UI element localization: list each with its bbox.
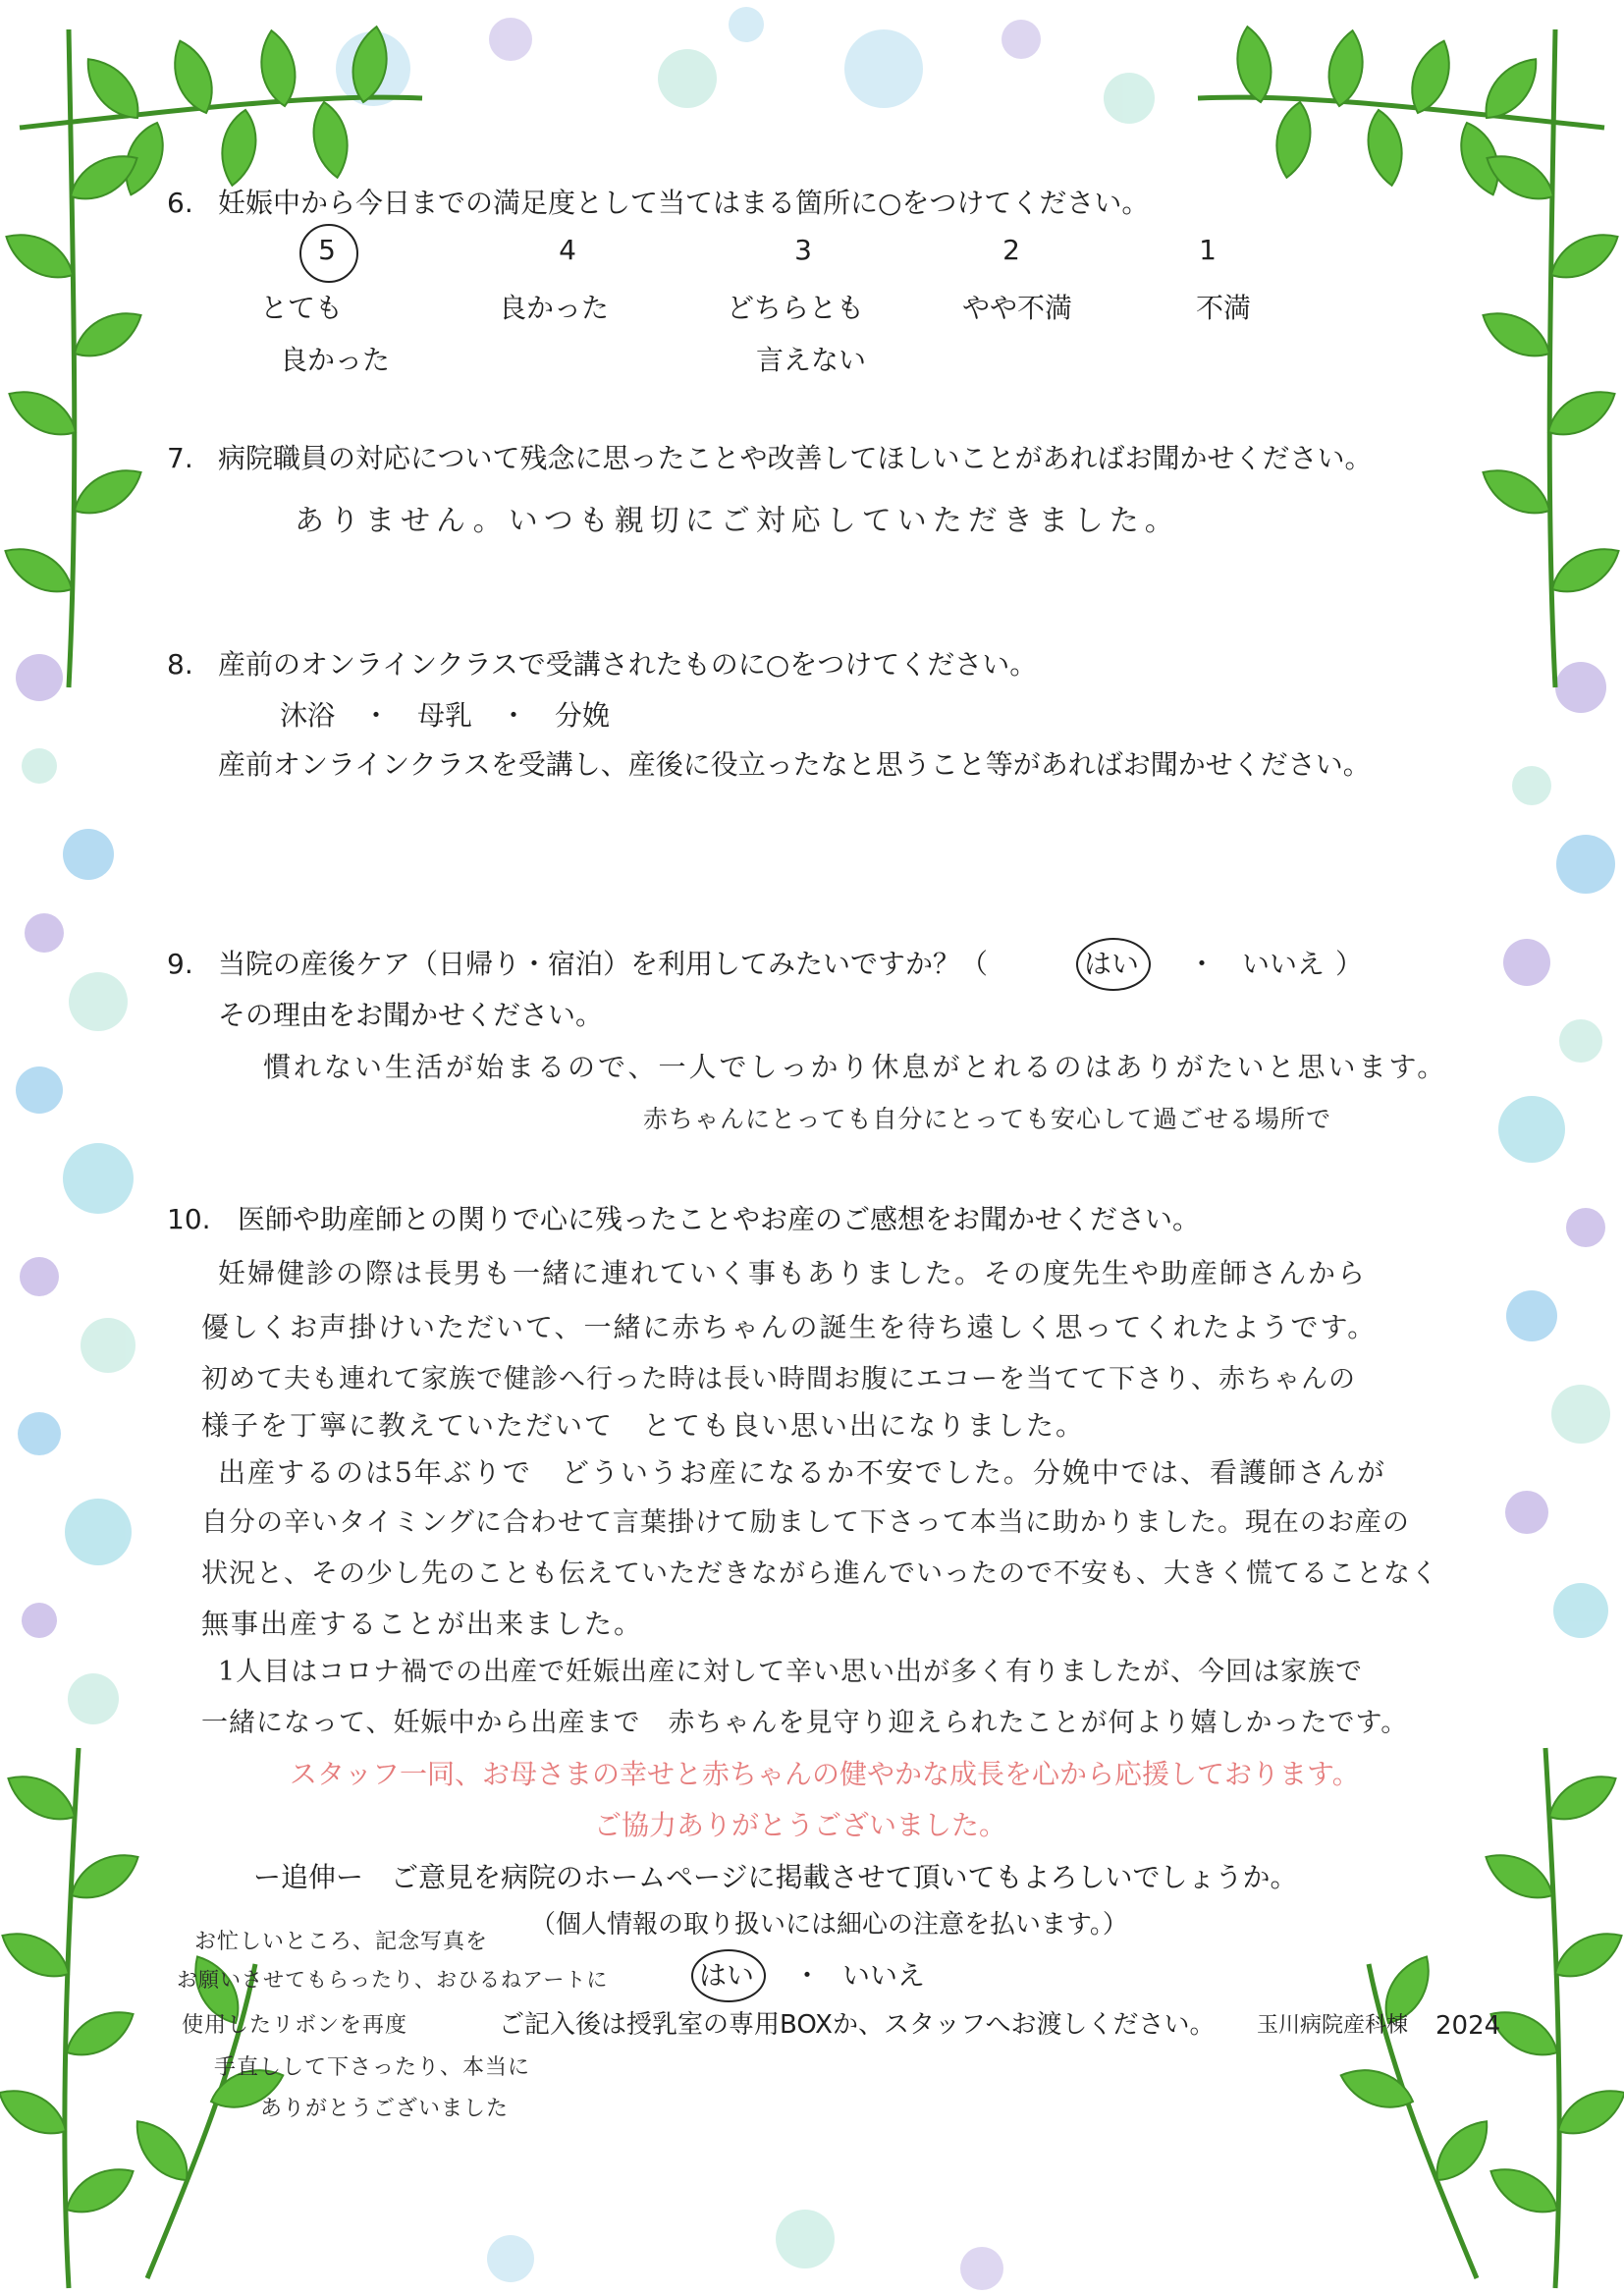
q10-answer-line: 優しくお声掛けいただいて、一緒に赤ちゃんの誕生を待ち遠しく思ってくれたようです。 bbox=[201, 1311, 1378, 1343]
scale-option-2-number[interactable]: 2 bbox=[1002, 234, 1020, 266]
q9-handwritten-answer-line2: 赤ちゃんにとっても自分にとっても安心して過ごせる場所で bbox=[643, 1105, 1332, 1133]
scale-option-5-label: とても bbox=[260, 292, 344, 324]
scale-option-1-number[interactable]: 1 bbox=[1199, 234, 1217, 266]
leaf-icon-cluster-top-right bbox=[1198, 24, 1624, 687]
postscript-yes-option[interactable]: はい bbox=[699, 1959, 755, 1992]
hospital-name: 玉川病院産科棟 bbox=[1257, 2013, 1409, 2038]
postscript-handwritten-line: ありがとうございました bbox=[260, 2097, 510, 2121]
q10-answer-line: 自分の辛いタイミングに合わせて言葉掛けて励まして下さって本当に助かりました。現在のお産の bbox=[201, 1507, 1410, 1538]
q8-number: 8. bbox=[167, 648, 193, 681]
postscript-handwritten-line: お忙しいところ、記念写真を bbox=[194, 1930, 489, 1954]
scale-option-5-label-2: 良かった bbox=[280, 344, 391, 376]
privacy-note: （個人情報の取り扱いには細心の注意を払います。） bbox=[530, 1910, 1128, 1940]
q9-close-paren: ） bbox=[1335, 948, 1364, 980]
q10-question: 医師や助産師との関りで心に残ったことやお産のご感想をお聞かせください。 bbox=[238, 1203, 1201, 1235]
q9-handwritten-answer-line1: 慣れない生活が始まるので、一人でしっかり休息がとれるのはありがたいと思います。 bbox=[263, 1051, 1448, 1083]
scale-option-5-number[interactable]: 5 bbox=[318, 234, 336, 266]
q8-options[interactable]: 沐浴 ・ 母乳 ・ 分娩 bbox=[280, 699, 611, 732]
staff-message: スタッフ一同、お母さまの幸せと赤ちゃんの健やかな成長を心から応援しております。 bbox=[290, 1758, 1360, 1790]
q10-answer-line: 初めて夫も連れて家族で健診へ行った時は長い時間お腹にエコーを当てて下さり、赤ちゃんの bbox=[201, 1364, 1356, 1394]
q9-question: 当院の産後ケア（日帰り・宿泊）を利用してみたいですか？（ bbox=[218, 948, 989, 980]
scale-option-3-label: どちらとも bbox=[727, 292, 865, 324]
scale-option-3-number[interactable]: 3 bbox=[794, 234, 812, 266]
scale-option-2-label: やや不満 bbox=[962, 292, 1073, 324]
q9-yes-option[interactable]: はい bbox=[1084, 948, 1140, 980]
q9-number: 9. bbox=[167, 948, 193, 980]
q10-answer-line: 妊婦健診の際は長男も一緒に連れていく事もありました。その度先生や助産師さんから bbox=[218, 1257, 1368, 1289]
postscript-handwritten-line: お願いさせてもらったり、おひるねアートに bbox=[177, 1968, 609, 1992]
q6-question: 妊娠中から今日までの満足度として当てはまる箇所に○をつけてください。 bbox=[218, 187, 1150, 219]
q10-answer-line: 一緒になって、妊娠中から出産まで 赤ちゃんを見守り迎えられたことが何より嬉しかったです。 bbox=[201, 1708, 1409, 1738]
q7-number: 7. bbox=[167, 442, 193, 474]
postscript-title: ー追伸ー ご意見を病院のホームページに掲載させて頂いてもよろしいでしょうか。 bbox=[253, 1861, 1298, 1893]
q10-answer-line: 出産するのは5年ぶりで どういうお産になるか不安でした。分娩中では、看護師さんが bbox=[218, 1456, 1386, 1489]
q10-answer-line: 様子を丁寧に教えていただいて とても良い思い出になりました。 bbox=[201, 1409, 1086, 1442]
q10-answer-line: 状況と、その少し先のことも伝えていただきながら進んでいったので不安も、大きく慌てることなく bbox=[201, 1558, 1438, 1589]
q9-separator: ・ bbox=[1188, 948, 1217, 980]
postscript-handwritten-line: 使用したリボンを再度 bbox=[182, 2013, 408, 2038]
q10-answer-line: 無事出産することが出来ました。 bbox=[201, 1608, 644, 1640]
form-year: 2024 bbox=[1435, 2011, 1501, 2041]
thank-you-message: ご協力ありがとうございました。 bbox=[594, 1809, 1007, 1841]
q6-number: 6. bbox=[167, 187, 193, 219]
q10-answer-line: 1人目はコロナ禍での出産で妊娠出産に対して辛い思い出が多く有りましたが、今回は家族で bbox=[218, 1657, 1364, 1687]
scale-option-1-label: 不満 bbox=[1196, 292, 1252, 324]
q9-no-option[interactable]: いいえ bbox=[1242, 948, 1326, 980]
postscript-no-option[interactable]: いいえ bbox=[842, 1959, 926, 1992]
q7-question: 病院職員の対応について残念に思ったことや改善してほしいことがあればお聞かせください。 bbox=[218, 442, 1373, 474]
scale-option-4-label: 良かった bbox=[499, 292, 610, 324]
q8-question: 産前のオンラインクラスで受講されたものに○をつけてください。 bbox=[218, 648, 1038, 681]
submission-instructions: ご記入後は授乳室の専用BOXか、スタッフへお渡しください。 bbox=[499, 2010, 1216, 2040]
q9-subquestion: その理由をお聞かせください。 bbox=[218, 999, 604, 1031]
postscript-separator: ・ bbox=[793, 1959, 822, 1992]
scale-option-4-number[interactable]: 4 bbox=[559, 234, 576, 266]
scale-option-3-label-2: 言えない bbox=[756, 344, 867, 376]
q8-subquestion: 産前オンラインクラスを受講し、産後に役立ったなと思うこと等があればお聞かせください。 bbox=[218, 748, 1371, 781]
q7-handwritten-answer: ありません。いつも親切にご対応していただきました。 bbox=[295, 504, 1180, 538]
postscript-handwritten-line: 手直しして下さったり、本当に bbox=[214, 2055, 531, 2080]
q10-number: 10. bbox=[167, 1203, 211, 1235]
